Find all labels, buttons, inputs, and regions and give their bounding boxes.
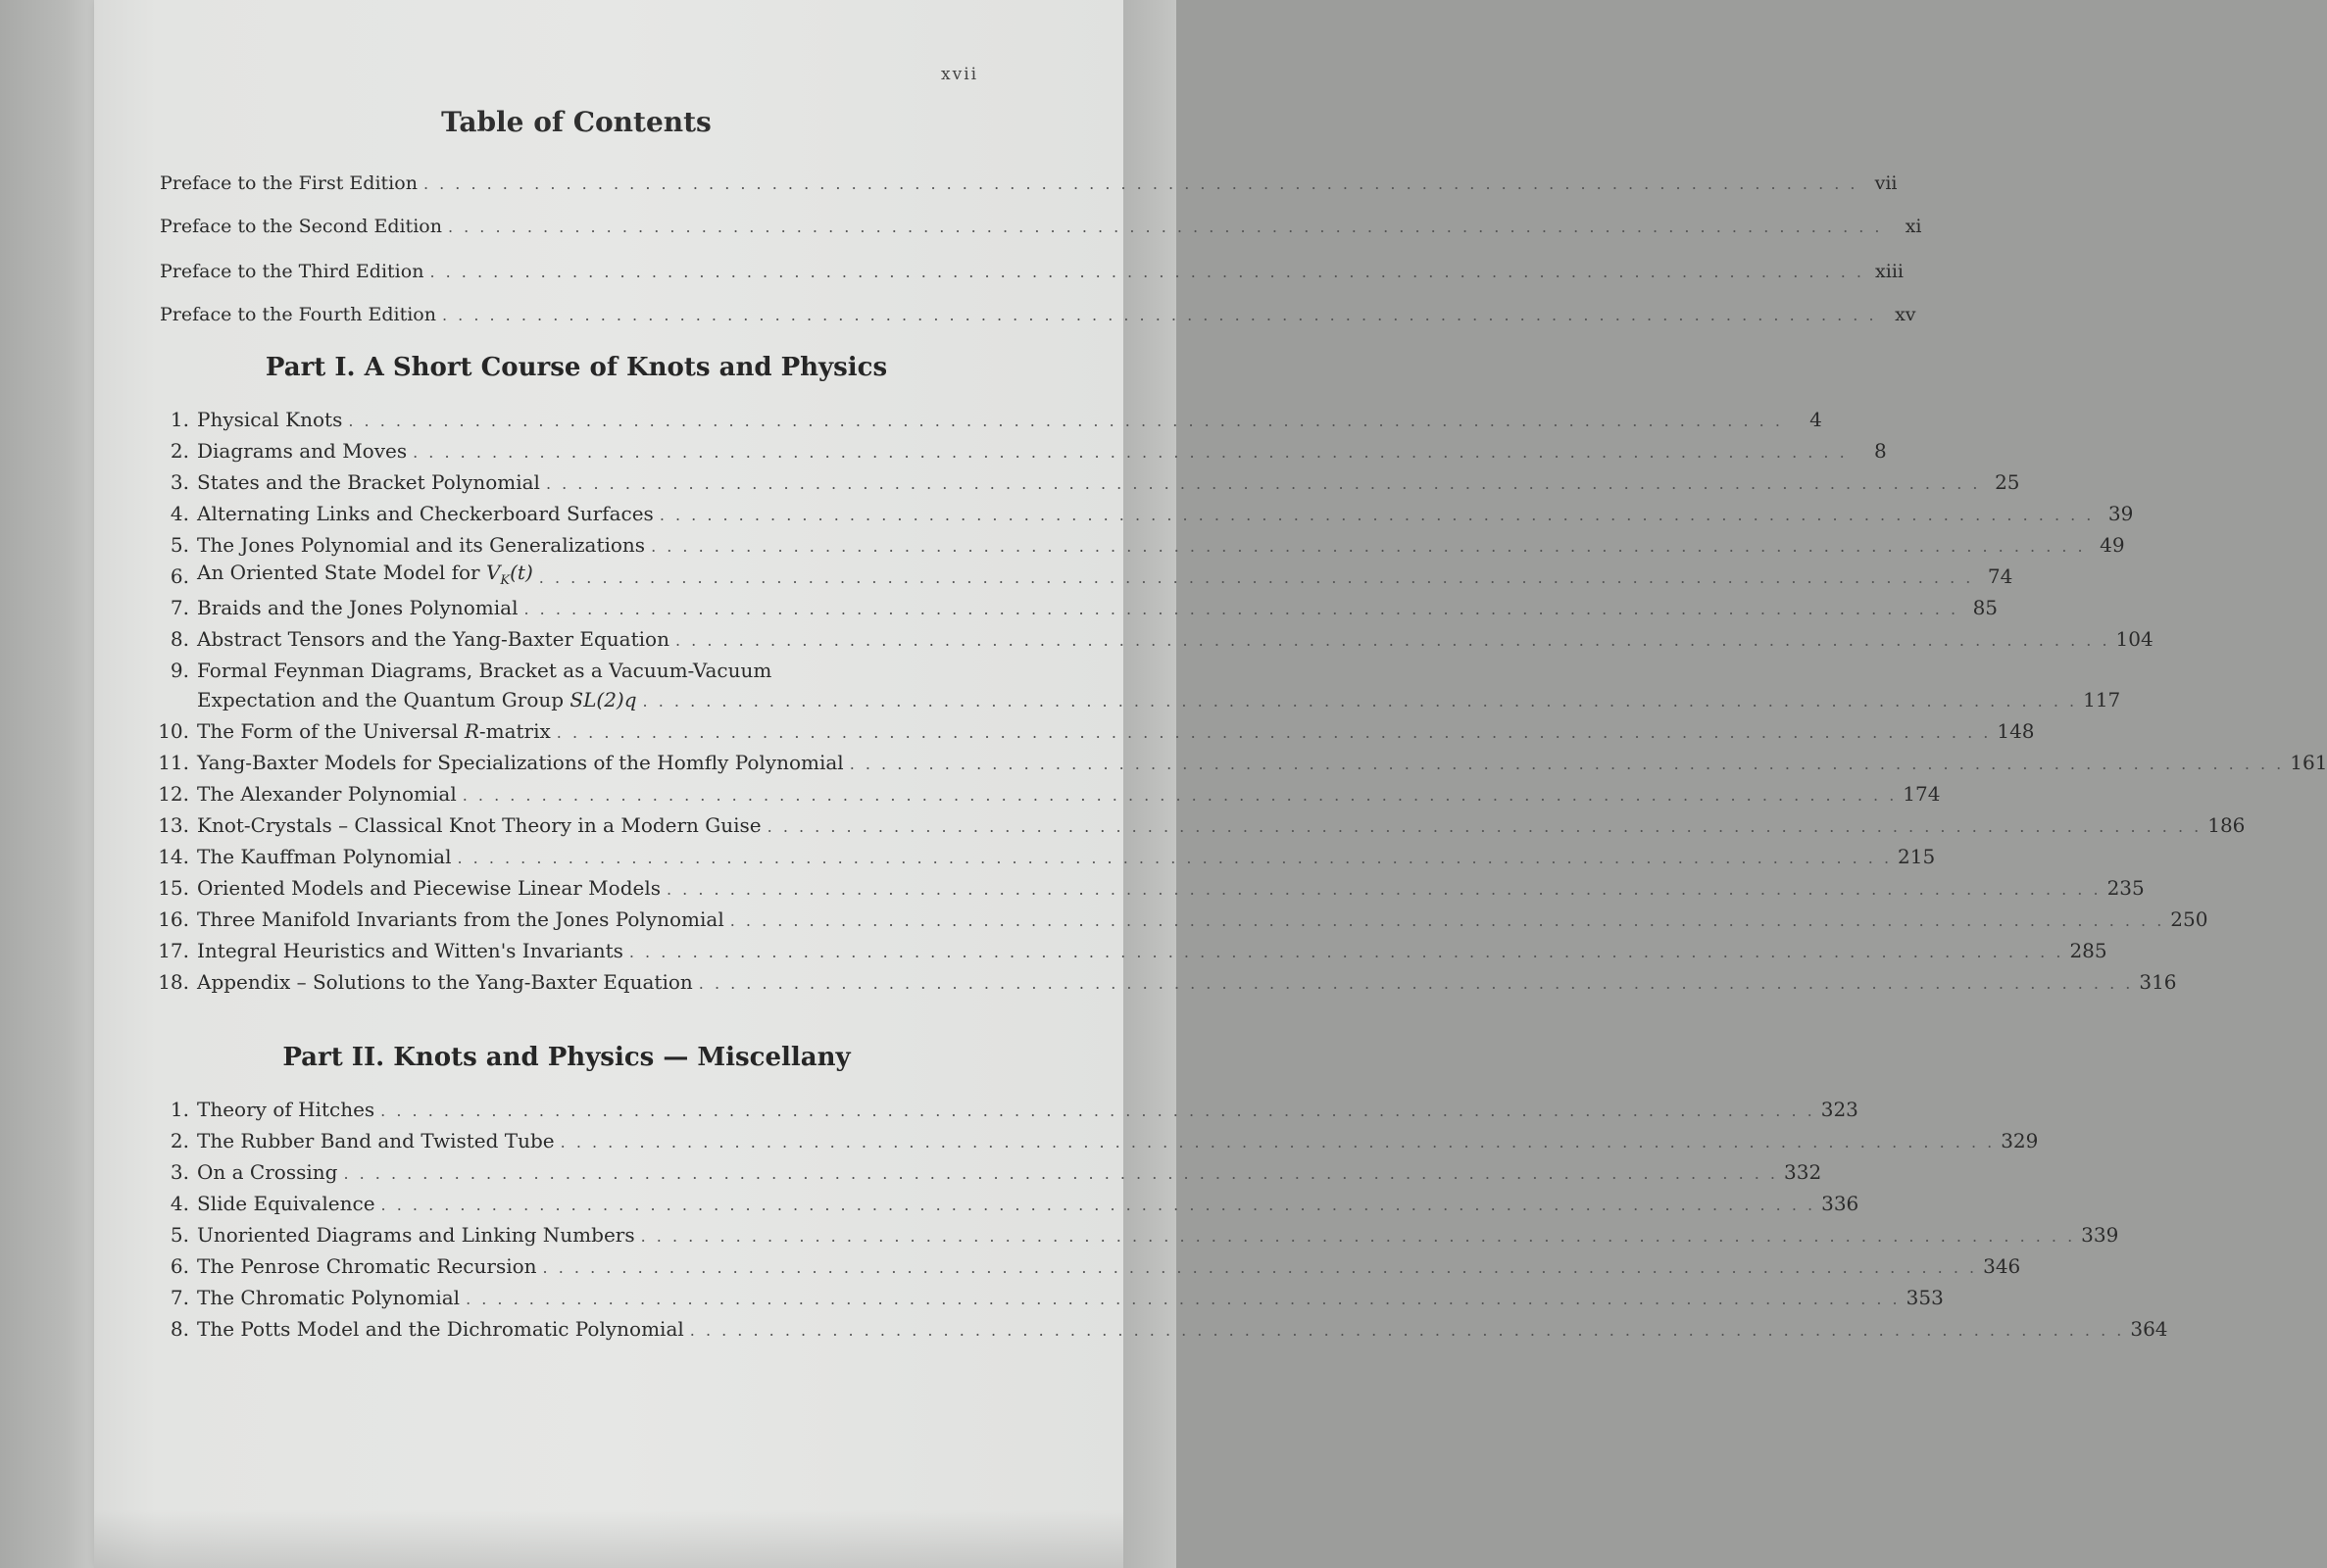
page-number: xvii [941, 65, 979, 84]
toc-entry [157, 1252, 2021, 1278]
dot-leader: . . . . . . . . . . . . . . . . . . . . . . . . . . . . . . . . . . . . . . . . . . . . . . . . . . . . . . . . . . . . . . . . . . . . . . . . . . . . . . . . . . . . . . . . . . . [380, 1196, 1816, 1214]
toc-entry [157, 1158, 1822, 1184]
toc-entry [157, 874, 2145, 900]
toc-entry [157, 811, 2246, 837]
entry-page: 339 [2081, 1223, 2119, 1247]
entry-page: 346 [1983, 1254, 2021, 1278]
entry-title: Knot-Crystals – Classical Knot Theory in a Modern Guise [197, 813, 762, 837]
dot-leader: . . . . . . . . . . . . . . . . . . . . . . . . . . . . . . . . . . . . . . . . . . . . . . . . . . . . . . . . . . . . . . . . . . . . . . . . . . . . . . . . . . . . . . . . . . . [642, 692, 2078, 710]
dot-leader: . . . . . . . . . . . . . . . . . . . . . . . . . . . . . . . . . . . . . . . . . . . . . . . . . . . . . . . . . . . . . . . . . . . . . . . . . . . . . . . . . . . . . . . . . . . [545, 474, 1981, 493]
dot-leader: . . . . . . . . . . . . . . . . . . . . . . . . . . . . . . . . . . . . . . . . . . . . . . . . . . . . . . . . . . . . . . . . . . . . . . . . . . . . . . . . . . . . . . . . . . . [698, 974, 2134, 993]
toc-entry [157, 437, 1887, 463]
entry-title: Theory of Hitches [197, 1098, 375, 1121]
entry-title: Preface to the Third Edition [160, 261, 424, 282]
entry-number: 5. [170, 1223, 189, 1247]
entry-number: 8. [170, 1317, 189, 1341]
preface-entry [160, 257, 1904, 282]
dot-leader: . . . . . . . . . . . . . . . . . . . . . . . . . . . . . . . . . . . . . . . . . . . . . . . . . . . . . . . . . . . . . . . . . . . . . . . . . . . . . . . . . . . . . . . . . . . [767, 817, 2203, 836]
entry-page: 186 [2207, 813, 2246, 837]
dot-leader: . . . . . . . . . . . . . . . . . . . . . . . . . . . . . . . . . . . . . . . . . . . . . . . . . . . . . . . . . . . . . . . . . . . . . . . . . . . . . . . . . . . . . . . . . . . [849, 755, 2285, 773]
entry-page: 161 [2290, 751, 2327, 774]
entry-title: Braids and the Jones Polynomial [197, 596, 519, 619]
toc-entry [157, 780, 1941, 806]
entry-title: An Oriented State Model for $V_K(t)$ [197, 561, 533, 588]
entry-number: 7. [170, 1286, 189, 1309]
dot-leader: . . . . . . . . . . . . . . . . . . . . . . . . . . . . . . . . . . . . . . . . . . . . . . . . . . . . . . . . . . . . . . . . . . . . . . . . . . . . . . . . . . . . . . . . . . . [447, 218, 1883, 236]
page-bottom-shade [94, 1509, 1123, 1568]
math-expression: SL(2)q [569, 688, 637, 711]
entry-title-continuation: Expectation and the Quantum Group SL(2)q [197, 688, 637, 711]
toc-entry [157, 406, 1822, 431]
toc-entry [157, 1221, 2119, 1247]
entry-page: 250 [2170, 907, 2208, 931]
entry-page: 25 [1995, 470, 2020, 494]
entry-title: Abstract Tensors and the Yang-Baxter Equation [197, 627, 669, 651]
entry-page: 353 [1906, 1286, 1944, 1309]
entry-number: 15. [158, 876, 189, 900]
toc-entry-continuation [197, 686, 2121, 711]
dot-leader: . . . . . . . . . . . . . . . . . . . . . . . . . . . . . . . . . . . . . . . . . . . . . . . . . . . . . . . . . . . . . . . . . . . . . . . . . . . . . . . . . . . . . . . . . . . [628, 943, 2064, 961]
dot-leader: . . . . . . . . . . . . . . . . . . . . . . . . . . . . . . . . . . . . . . . . . . . . . . . . . . . . . . . . . . . . . . . . . . . . . . . . . . . . . . . . . . . . . . . . . . . [667, 880, 2102, 899]
entry-page: 323 [1820, 1098, 1858, 1121]
entry-page: vii [1874, 172, 1898, 194]
entry-title: The Kauffman Polynomial [197, 845, 452, 868]
entry-title: Three Manifold Invariants from the Jones Polynomial [197, 907, 724, 931]
preface-entry [160, 300, 1916, 325]
dot-leader: . . . . . . . . . . . . . . . . . . . . . . . . . . . . . . . . . . . . . . . . . . . . . . . . . . . . . . . . . . . . . . . . . . . . . . . . . . . . . . . . . . . . . . . . . . . [343, 1164, 1778, 1183]
facing-page-shadow [0, 0, 108, 1568]
entry-title: Oriented Models and Piecewise Linear Models [197, 876, 661, 900]
entry-title: Yang-Baxter Models for Specializations of the Homfly Polynomial [197, 751, 844, 774]
entry-title: On a Crossing [197, 1160, 338, 1184]
entry-number: 9. [170, 659, 189, 682]
dot-leader: . . . . . . . . . . . . . . . . . . . . . . . . . . . . . . . . . . . . . . . . . . . . . . . . . . . . . . . . . . . . . . . . . . . . . . . . . . . . . . . . . . . . . . . . . . . [538, 568, 1974, 587]
dot-leader: . . . . . . . . . . . . . . . . . . . . . . . . . . . . . . . . . . . . . . . . . . . . . . . . . . . . . . . . . . . . . . . . . . . . . . . . . . . . . . . . . . . . . . . . . . . [413, 443, 1848, 462]
entry-title: Slide Equivalence [197, 1192, 375, 1215]
part1-heading: Part I. A Short Course of Knots and Physics [265, 353, 888, 382]
toc-entry [157, 906, 2208, 931]
entry-page: 364 [2130, 1317, 2168, 1341]
entry-number: 12. [158, 782, 189, 806]
entry-number: 7. [170, 596, 189, 619]
entry-page: 235 [2106, 876, 2145, 900]
entry-title: The Potts Model and the Dichromatic Polynomial [197, 1317, 684, 1341]
entry-title: Diagrams and Moves [197, 439, 408, 463]
entry-title: Formal Feynman Diagrams, Bracket as a Vacuum-Vacuum [197, 659, 772, 682]
entry-page: xi [1905, 216, 1922, 237]
entry-page: 285 [2069, 939, 2107, 962]
entry-number: 3. [170, 1160, 189, 1184]
entry-number: 5. [170, 533, 189, 557]
entry-title: The Chromatic Polynomial [197, 1286, 461, 1309]
toc-entry [157, 1127, 2039, 1152]
entry-number: 13. [158, 813, 189, 837]
entry-title: The Alexander Polynomial [197, 782, 457, 806]
entry-title: Alternating Links and Checkerboard Surfaces [197, 502, 654, 525]
entry-title: Preface to the Second Edition [160, 216, 442, 237]
toc-entry [157, 1190, 1859, 1215]
entry-page: 316 [2139, 970, 2177, 994]
entry-title: Preface to the Fourth Edition [160, 304, 436, 325]
dot-leader: . . . . . . . . . . . . . . . . . . . . . . . . . . . . . . . . . . . . . . . . . . . . . . . . . . . . . . . . . . . . . . . . . . . . . . . . . . . . . . . . . . . . . . . . . . . [556, 723, 1992, 742]
toc-entry [157, 657, 988, 682]
dot-leader: . . . . . . . . . . . . . . . . . . . . . . . . . . . . . . . . . . . . . . . . . . . . . . . . . . . . . . . . . . . . . . . . . . . . . . . . . . . . . . . . . . . . . . . . . . . [560, 1133, 1996, 1152]
toc-entry [157, 468, 2020, 494]
toc-entry [157, 531, 2125, 557]
dot-leader: . . . . . . . . . . . . . . . . . . . . . . . . . . . . . . . . . . . . . . . . . . . . . . . . . . . . . . . . . . . . . . . . . . . . . . . . . . . . . . . . . . . . . . . . . . . [542, 1258, 1978, 1277]
toc-entry [157, 1315, 2168, 1341]
entry-number: 3. [170, 470, 189, 494]
entry-page: 336 [1821, 1192, 1859, 1215]
dot-leader: . . . . . . . . . . . . . . . . . . . . . . . . . . . . . . . . . . . . . . . . . . . . . . . . . . . . . . . . . . . . . . . . . . . . . . . . . . . . . . . . . . . . . . . . . . . [689, 1321, 2125, 1340]
dot-leader: . . . . . . . . . . . . . . . . . . . . . . . . . . . . . . . . . . . . . . . . . . . . . . . . . . . . . . . . . . . . . . . . . . . . . . . . . . . . . . . . . . . . . . . . . . . [380, 1102, 1815, 1120]
entry-title: The Jones Polynomial and its Generalizations [197, 533, 646, 557]
toc-entry [157, 717, 2035, 743]
dot-leader: . . . . . . . . . . . . . . . . . . . . . . . . . . . . . . . . . . . . . . . . . . . . . . . . . . . . . . . . . . . . . . . . . . . . . . . . . . . . . . . . . . . . . . . . . . . [466, 1290, 1901, 1308]
entry-page: 117 [2083, 688, 2121, 711]
entry-page: 215 [1898, 845, 1936, 868]
entry-title: Appendix – Solutions to the Yang-Baxter Equation [197, 970, 693, 994]
entry-page: xiii [1875, 261, 1904, 282]
dot-leader: . . . . . . . . . . . . . . . . . . . . . . . . . . . . . . . . . . . . . . . . . . . . . . . . . . . . . . . . . . . . . . . . . . . . . . . . . . . . . . . . . . . . . . . . . . . [348, 412, 1783, 430]
entry-title: Unoriented Diagrams and Linking Numbers [197, 1223, 635, 1247]
entry-number: 1. [170, 408, 189, 431]
dot-leader: . . . . . . . . . . . . . . . . . . . . . . . . . . . . . . . . . . . . . . . . . . . . . . . . . . . . . . . . . . . . . . . . . . . . . . . . . . . . . . . . . . . . . . . . . . . [651, 537, 2086, 556]
toc-entry [157, 968, 2177, 994]
toc-entry [157, 749, 2327, 774]
entry-number: 4. [170, 502, 189, 525]
entry-number: 8. [170, 627, 189, 651]
dot-leader: . . . . . . . . . . . . . . . . . . . . . . . . . . . . . . . . . . . . . . . . . . . . . . . . . . . . . . . . . . . . . . . . . . . . . . . . . . . . . . . . . . . . . . . . . . . [523, 600, 1959, 618]
dot-leader: . . . . . . . . . . . . . . . . . . . . . . . . . . . . . . . . . . . . . . . . . . . . . . . . . . . . . . . . . . . . . . . . . . . . . . . . . . . . . . . . . . . . . . . . . . . [457, 849, 1893, 867]
entry-number: 2. [170, 1129, 189, 1152]
preface-entry [160, 169, 1898, 194]
entry-number: 14. [158, 845, 189, 868]
entry-title: Physical Knots [197, 408, 343, 431]
entry-title: Integral Heuristics and Witten's Invariants [197, 939, 623, 962]
toc-entry [157, 594, 1999, 619]
dot-leader: . . . . . . . . . . . . . . . . . . . . . . . . . . . . . . . . . . . . . . . . . . . . . . . . . . . . . . . . . . . . . . . . . . . . . . . . . . . . . . . . . . . . . . . . . . . [422, 174, 1858, 193]
toc-entry [157, 937, 2107, 962]
entry-title: States and the Bracket Polynomial [197, 470, 540, 494]
dot-leader: . . . . . . . . . . . . . . . . . . . . . . . . . . . . . . . . . . . . . . . . . . . . . . . . . . . . . . . . . . . . . . . . . . . . . . . . . . . . . . . . . . . . . . . . . . . [729, 911, 2165, 930]
toc-entry [157, 500, 2134, 525]
entry-page: 8 [1873, 439, 1887, 463]
entry-number: 2. [170, 439, 189, 463]
entry-page: 85 [1972, 596, 1999, 619]
entry-page: 174 [1903, 782, 1941, 806]
part2-heading: Part II. Knots and Physics — Miscellany [282, 1043, 851, 1072]
preface-entry [160, 212, 1922, 237]
entry-number: 11. [158, 751, 189, 774]
dot-leader: . . . . . . . . . . . . . . . . . . . . . . . . . . . . . . . . . . . . . . . . . . . . . . . . . . . . . . . . . . . . . . . . . . . . . . . . . . . . . . . . . . . . . . . . . . . [462, 786, 1898, 805]
entry-number: 1. [170, 1098, 189, 1121]
entry-title: Preface to the First Edition [160, 172, 418, 194]
math-expression: R [464, 719, 479, 743]
dot-leader: . . . . . . . . . . . . . . . . . . . . . . . . . . . . . . . . . . . . . . . . . . . . . . . . . . . . . . . . . . . . . . . . . . . . . . . . . . . . . . . . . . . . . . . . . . . [640, 1227, 2076, 1246]
entry-title: The Form of the Universal R-matrix [197, 719, 551, 743]
entry-page: 148 [1997, 719, 2035, 743]
toc-entry [157, 843, 1936, 868]
entry-page: 49 [2100, 533, 2125, 557]
toc-entry [157, 1096, 1858, 1121]
dot-leader: . . . . . . . . . . . . . . . . . . . . . . . . . . . . . . . . . . . . . . . . . . . . . . . . . . . . . . . . . . . . . . . . . . . . . . . . . . . . . . . . . . . . . . . . . . . [659, 506, 2095, 524]
dot-leader: . . . . . . . . . . . . . . . . . . . . . . . . . . . . . . . . . . . . . . . . . . . . . . . . . . . . . . . . . . . . . . . . . . . . . . . . . . . . . . . . . . . . . . . . . . . [429, 263, 1864, 281]
entry-number: 18. [158, 970, 189, 994]
entry-number: 16. [158, 907, 189, 931]
toc-entry [157, 561, 2013, 588]
entry-number: 17. [158, 939, 189, 962]
dot-leader: . . . . . . . . . . . . . . . . . . . . . . . . . . . . . . . . . . . . . . . . . . . . . . . . . . . . . . . . . . . . . . . . . . . . . . . . . . . . . . . . . . . . . . . . . . . [674, 631, 2110, 650]
math-expression: $V_K(t)$ [485, 561, 533, 588]
entry-page: 74 [1987, 564, 2013, 588]
entry-page: 104 [2115, 627, 2154, 651]
entry-number: 4. [170, 1192, 189, 1215]
entry-page: xv [1895, 304, 1916, 325]
entry-number: 10. [158, 719, 189, 743]
entry-page: 39 [2107, 502, 2134, 525]
dot-leader: . . . . . . . . . . . . . . . . . . . . . . . . . . . . . . . . . . . . . . . . . . . . . . . . . . . . . . . . . . . . . . . . . . . . . . . . . . . . . . . . . . . . . . . . . . . [441, 306, 1877, 324]
toc-entry [157, 1284, 1944, 1309]
entry-number: 6. [170, 564, 189, 588]
toc-entry [157, 625, 2154, 651]
entry-page: 4 [1809, 408, 1822, 431]
entry-title: The Rubber Band and Twisted Tube [197, 1129, 555, 1152]
entry-page: 329 [2001, 1129, 2039, 1152]
entry-page: 332 [1784, 1160, 1822, 1184]
entry-title: The Penrose Chromatic Recursion [197, 1254, 537, 1278]
toc-title: Table of Contents [441, 106, 712, 138]
entry-number: 6. [170, 1254, 189, 1278]
